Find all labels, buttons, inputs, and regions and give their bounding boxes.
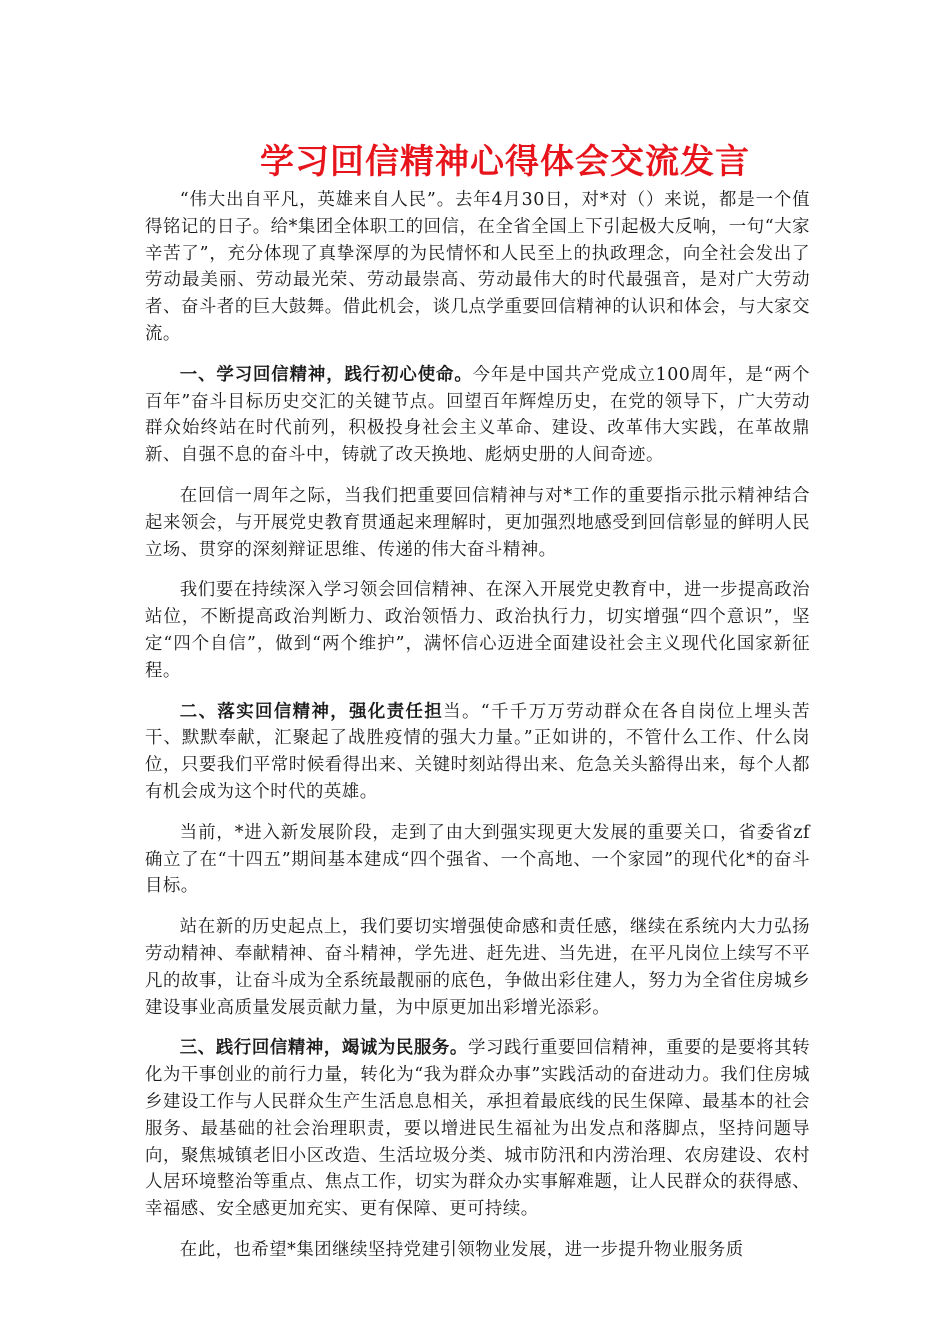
- paragraph-section-2: [145, 699, 810, 806]
- paragraph: [145, 483, 810, 563]
- paragraph-section-3: [145, 1035, 810, 1223]
- paragraph-text: 在此，也希望*集团继续坚持党建引领物业发展，进一步提升物业服务质: [179, 1239, 744, 1260]
- paragraph-text: 我们要在持续深入学习领会回信精神、在深入开展党史教育中，进一步提高政治站位，不断提高政治判断力、政治领悟力、政治执行力，切实增强“四个意识”，坚定“四个自信”，做到“两个维护”，满怀信心迈进全面建设社会主义现代化国家新征程。: [145, 580, 810, 681]
- paragraph-text: 当前，*进入新发展阶段，走到了由大到强实现更大发展的重要关口，省委省zf确立了在“十四五”期间基本建成“四个强省、一个高地、一个家园”的现代化*的奋斗目标。: [145, 822, 810, 897]
- paragraph: [145, 577, 810, 684]
- paragraph-section-1: [145, 362, 810, 469]
- paragraph-text: 站在新的历史起点上，我们要切实增强使命感和责任感，继续在系统内大力弘扬劳动精神、奉献精神、奋斗精神，学先进、赶先进、当先进，在平凡岗位上续写不平凡的故事，让奋斗成为全系统最靓丽的底色，争做出彩住建人，努力为全省住房城乡建设事业高质量发展贡献力量，为中原更加出彩增光添彩。: [145, 917, 810, 1018]
- paragraph-text: 学习践行重要回信精神，重要的是要将其转化为干事创业的前行力量，转化为“我为群众办事”实践活动的奋进动力。我们住房城乡建设工作与人民群众生产生活息息相关，承担着最底线的民生保障、最基本的社会服务、最基础的社会治理职责，要以增进民生福祉为出发点和落脚点，坚持问题导向，聚焦城镇老旧小区改造、生活垃圾分类、城市防汛和内涝治理、农房建设、农村人居环境整治等重点、焦点工作，切实为群众办实事解难题，让人民群众的获得感、幸福感、安全感更加充实、更有保障、更可持续。: [145, 1038, 810, 1220]
- section-heading: 一、学习回信精神，践行初心使命。: [179, 364, 473, 385]
- paragraph: [145, 914, 810, 1021]
- section-heading: 二、落实回信精神，强化责任担: [179, 701, 444, 722]
- paragraph-text: 今年是中国共产党成立100周年，是“两个百年”奋斗目标历史交汇的关键节点。回望百年辉煌历史，在党的领导下，广大劳动群众始终站在时代前列，积极投身社会主义革命、建设、改革伟大实践，在革故鼎新、自强不息的奋斗中，铸就了改天换地、彪炳史册的人间奇迹。: [145, 364, 810, 466]
- document-title: 学习回信精神心得体会交流发言: [260, 142, 750, 182]
- paragraph-intro: [145, 187, 810, 348]
- paragraph-text: 在回信一周年之际，当我们把重要回信精神与对*工作的重要指示批示精神结合起来领会，与开展党史教育贯通起来理解时，更加强烈地感受到回信彰显的鲜明人民立场、贯穿的深刻辩证思维、传递的伟大奋斗精神。: [145, 485, 810, 560]
- paragraph: [145, 820, 810, 900]
- document-body: [145, 187, 810, 1278]
- section-heading: 三、践行回信精神，竭诚为民服务。: [179, 1038, 468, 1059]
- paragraph-text: “伟大出自平凡，英雄来自人民”。去年4月30日，对*对（）来说，都是一个值得铭记的日子。给*集团全体职工的回信，在全省全国上下引起极大反响，一句“大家辛苦了”，充分体现了真挚深厚的为民情怀和人民至上的执政理念，向全社会发出了劳动最美丽、劳动最光荣、劳动最崇高、劳动最伟大的时代最强音，是对广大劳动者、奋斗者的巨大鼓舞。借此机会，谈几点学重要回信精神的认识和体会，与大家交流。: [145, 190, 810, 344]
- paragraph-text: 当。“千千万万劳动群众在各自岗位上埋头苦干、默默奉献，汇聚起了战胜疫情的强大力量。”正如讲的，不管什么工作、什么岗位，只要我们平常时候看得出来、关键时刻站得出来、危急关头豁得出来，每个人都有机会成为这个时代的英雄。: [145, 701, 810, 802]
- paragraph: [145, 1237, 810, 1264]
